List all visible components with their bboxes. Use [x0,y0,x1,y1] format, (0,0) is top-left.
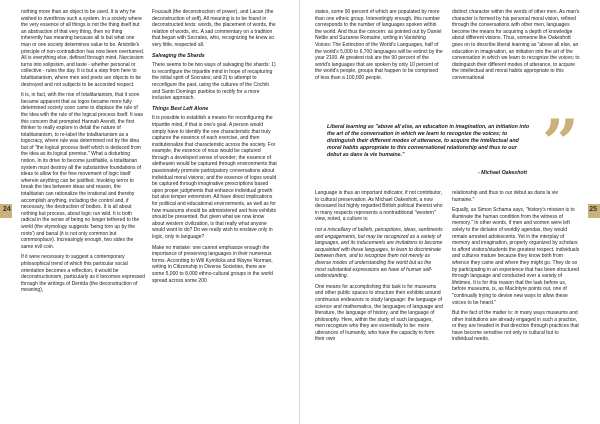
paragraph: Language is thus an important indicator, if not contributor, to cultural preservation. As Michael Oakeshott, a now deceased but highly regarded British political theorist who in many respects represents a nontraditional "western" view, noted, a culture is: [315,190,443,223]
right-page-column-2-bottom [452,190,580,418]
left-page-column-1 [21,9,145,419]
section-heading: Salvaging the Shards [152,52,205,59]
right-page-column-2-top [452,9,580,113]
paragraph: There seems to be two ways of salvaging the shards: 1) to reconfigure the tripartite mind in hope of recapturing the initial spirit of Socrates; and 2) to attempt to reconfigure the past, using the cultures of the Cochiti and Santo Domingo pueblos to rectify for a more inclusive approach. [152,62,276,102]
paragraph: Make no mistake: one cannot emphasize enough the importance of preserving languages in their numerous forms. According to Will Kymlicka and Wayne Norman, writing in Citizenship in Diverse Societies, there are some 5,000 to 8,000 ethno-cultural groups in the world spread across some 200 [152,244,273,284]
paragraph: It is, in fact, with the rise of totalitarianism, that it soon became apparent that as logos became more fully determined society soon came to displace the rule of the idea with the rule of the logical process itself. It was this concern that prompted Hannah Arendt, the first thinker to really explore in detail the nature of totalitarianism, to re-label the totalitarianism as a logocracy, where rule was determined not by the idea but of "the logical process itself which is deduced from the idea as its logical premise." What a disturbing notion. In its drive to become justifiable, a totalitarian system must destroy all the substantive foundations of ideas to allow for the free movement of logic itself wherein anything can be justified. Invoking terror to break the ties between ideas and reason, the totalitarian can rationalize the irrational and thereby accomplish anything, including the control and, if necessary, the destruction of bodies. It is all about nothing but process, about logic run wild. It is both radical in the sense of being no longer tethered to the world (the etymology suggests 'being torn up by the roots') and banal (it is not only common but commonplace). Increasingly enough, two sides the same evil coin. [21,92,144,250]
paragraph: relationship and thus to our debut as dans la vie humaine." [452,190,559,203]
paragraph: Equally, as Simon Schama says, "history's mission is to illuminate the human condition from the witness of memory." In other words, if men and women were left solely to the dictates of worldly agendas, they would remain arrested adolescents. Yet in the interplay of memory and imagination, properly organized by scholars to afford visitors/students the greatest respect, individuals and cultures mature because they know both from whence they came and where they might go. They do so by participating in an experience that has been structured through language and conducted over a variety of lifetimes. It is for this reason that the task before us, before museums, is, as MacIntyre points out, one of "continually trying to devise new ways to allow these voices to be heard." [452,207,580,306]
right-page [300,0,600,424]
paragraph: If it were necessary to suggest a contemporary philosophical trend of which this particular social orientation becomes a reflection, it would be deconstructionism, particularly as it becomes expressed through the writings of Derrida (the deconstruction of meaning), [21,254,145,294]
paragraph: nothing more than an object to be used. It is why he wished to overthrow such a system. In a society where the very essence of all things is not the thing itself but an abstraction of that very thing, then no thing inherently has meaning because all is but what one man or one society determines value to be. Aristotle's principle of non-contradiction has now been overturned. All is everything else, defined through mind. Narcissism turns into solipsism, and taste - whether personal or collective - rules the day. It is but a step from here to totalitarianism, where men and poets are objects to be destroyed and not subjects to be accorded respect. [21,9,145,88]
paragraph: It is possible to establish a means for reconfiguring the tripartite mind, if that is one's goal. A person would simply have to identify the one characteristic that truly captures the essence of each exercise, and then institutionalize that characteristic across the society. For example, the essence of nous would be captured through a developed sense of wonder; the essence of aletheuein would be captured through environments that passionately promote participatory conversations about individual moral visions; and the essence of logos would be captured through imaginative prescriptions based upon proper judgments that enhance individual growth but also temper extremism. All have direct implications for political and educational environments, as well as for how museums should be administered and how exhibits should be presented. But given what we now know about western civilization, is that really what anyone would want to do? Do we really wish to enslave only in logic, only in language? [152,115,277,240]
quote-marks-icon: ” [542,106,579,181]
paragraph: Foucault (the deconstruction of power), and Lacan (the deconstruction of self). All meaning is to be found in deconstructed texts: words, the placement of words, the relation of words, etc. A sad commentary on a tradition that began with Socrates, who, recognizing he knew so very little, respected all. [152,9,276,48]
pull-quote-attribution: - Michael Oakeshott [477,170,527,176]
right-page-column-1-bottom [315,190,443,418]
right-page-column-1-top [315,9,443,113]
paragraph: But the fact of the matter is: in many ways museums and other institutions are already engaged in such a practice, or they are headed in that direction through practices that have become sensitive not only to cultural but to individual needs. [452,310,579,343]
section-heading: Things Best Left Alone [152,105,209,112]
block-quote: not a miscellany of beliefs, perceptions, ideas, sentiments and engagements, but may be recognized as a variety of languages, and its inducements are invitations to become acquainted with these languages, to learn to discriminate between them, and to recognize them not merely as diverse modes of understanding the world but as the most substantial expressions we have of human self-understanding. [315,226,443,280]
page-number-right: 25 [589,206,597,213]
pull-quote [315,106,585,184]
paragraph: states, some 90 percent of which are populated by more than one ethnic group. Interestingly enough, this number corresponds to the number of languages spoken within the world. And thus the concern: as pointed out by Daniel Nettle and Suzanne Romaine, writing in Vanishing Voices: The Extinction of the World's Languages, half of the world's 5,000 to 6,700 languages will be extinct by the year 2100. At greatest risk are the 90 percent of the world's languages that are spoken by only 10 percent of the world's people, groups that happen to be comprised of less than a 100,000 people. [315,9,443,81]
paragraph: One means for accomplishing this task is for museums and other public spaces to structure their exhibits around continuous endeavors to study language: the language of science and mathematics, the languages of language and literature, the language of history, and the language of philosophy. Here, within the study of such languages, men recognize who they are essentially to be: mere utterances of humanity, who have the capacity to form their own [315,283,443,343]
pull-quote-text: Liberal learning as "above all else, an education in imagination, an initiation into the art of the conversation in which we learn to recognize the voices; to distinguish their different modes of utterance, to acquire the intellectual and moral habits appropriate to this conversational relationship and thus to our debut as dans la vie humaine." [327,124,530,158]
left-page-column-2 [152,9,278,419]
paragraph: distinct character within the words of other men. As man's character is formed by his personal moral vision, refined through the conversations with other men, languages become the means for acquiring a depth of knowledge about different visions. Thus, someone like Oakeshott goes on to describe liberal learning as "above all else, an education in imagination, an initiation into the art of the conversation in which we learn to recognize the voices; to distinguish their different modes of utterance, to acquire the intellectual and moral habits appropriate to this conversational [452,9,580,81]
page-number-left: 24 [3,206,11,213]
